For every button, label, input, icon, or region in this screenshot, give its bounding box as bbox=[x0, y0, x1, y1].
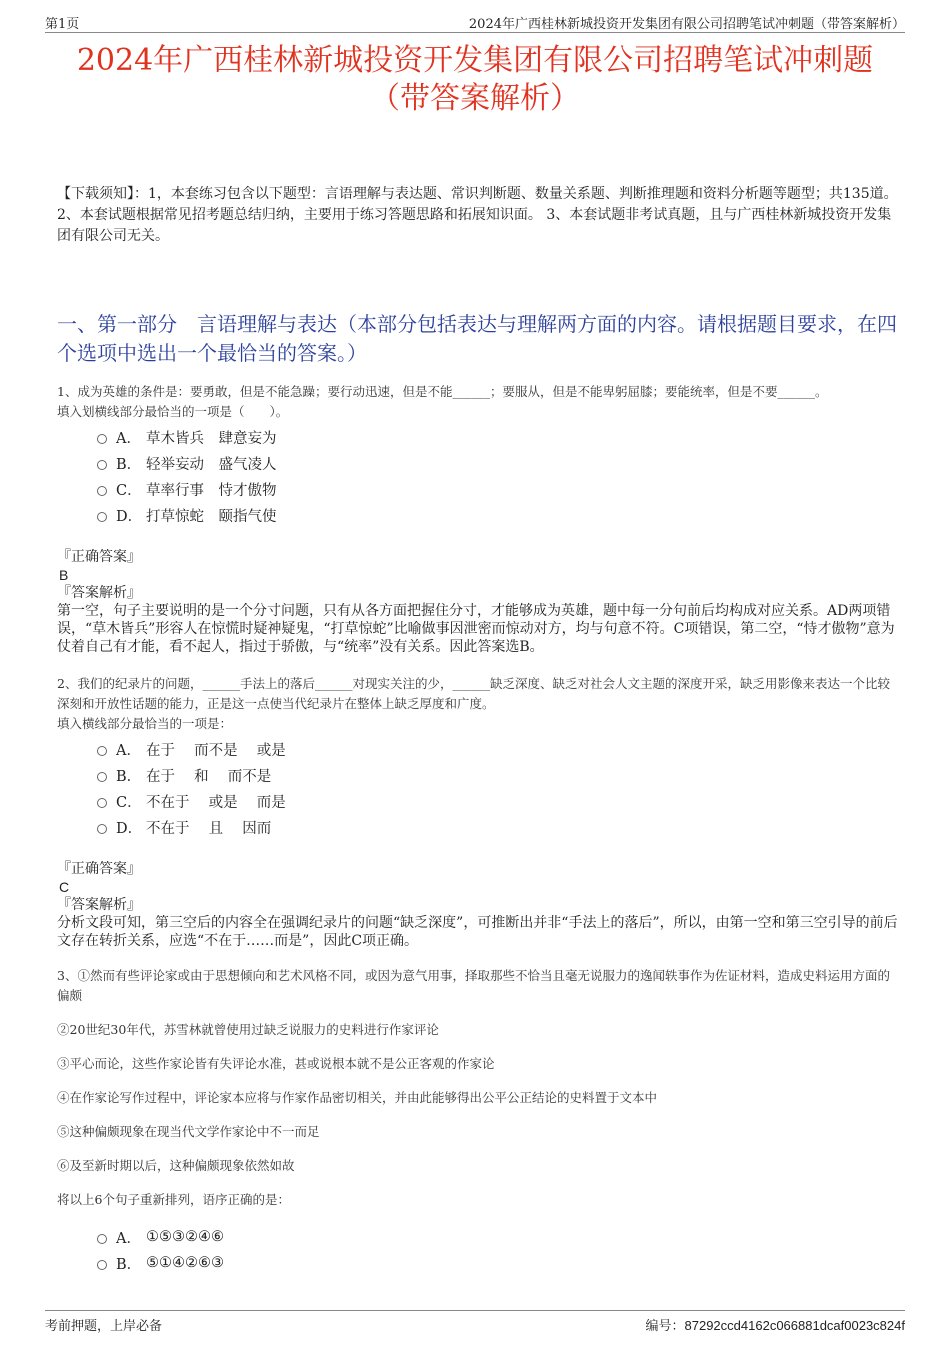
sentence-item: ④在作家论写作过程中，评论家本应将与作家作品密切相关，并由此能够得出公平公正结论的史料置于文本中 bbox=[57, 1090, 658, 1105]
radio-icon[interactable] bbox=[97, 746, 107, 756]
sentence-item: ⑥及至新时期以后，这种偏颇现象依然如故 bbox=[57, 1158, 295, 1173]
question-stem: 1、成为英雄的条件是：要勇敢，但是不能急躁；要行动迅速，但是不能______；要服从，但是不能卑躬屈膝；要能统率，但是不要______。 bbox=[57, 384, 828, 399]
option-a[interactable]: A． ①⑤③②④⑥ bbox=[97, 1224, 900, 1250]
question-prompt: 填入横线部分最恰当的一项是： bbox=[57, 716, 233, 731]
header-doc-title: 2024年广西桂林新城投资开发集团有限公司招聘笔试冲刺题（带答案解析） bbox=[468, 17, 905, 32]
radio-icon[interactable] bbox=[97, 824, 107, 834]
page-header bbox=[45, 10, 905, 33]
sentence-item: ③平心而论，这些作家论皆有失评论水准，甚或说根本就不是公正客观的作家论 bbox=[57, 1056, 495, 1071]
option-d[interactable]: D． 打草惊蛇 颐指气使 bbox=[97, 502, 900, 528]
question-3 bbox=[57, 966, 900, 1276]
sentence-item: ②20世纪30年代，苏雪林就曾使用过缺乏说服力的史料进行作家评论 bbox=[57, 1022, 439, 1037]
option-a[interactable]: A． 草木皆兵 肆意妄为 bbox=[97, 424, 900, 450]
option-d[interactable]: D． 不在于 且 因而 bbox=[97, 814, 900, 840]
option-b[interactable]: B． ⑤①④②⑥③ bbox=[97, 1250, 900, 1276]
code-label: 编号： bbox=[645, 1319, 685, 1334]
option-b[interactable]: B． 轻举妄动 盛气凌人 bbox=[97, 450, 900, 476]
option-c[interactable]: C． 不在于 或是 而是 bbox=[97, 788, 900, 814]
page-number: 第1页 bbox=[45, 17, 80, 32]
code-value: 87292ccd4162c066881dcaf0023c824f bbox=[684, 1318, 905, 1333]
section-title: 一、第一部分 言语理解与表达（本部分包括表达与理解两方面的内容。请根据题目要求，在四个选项中选出一个最恰当的答案。） bbox=[57, 312, 897, 365]
explain-label: 『答案解析』 bbox=[57, 585, 141, 601]
answer-block bbox=[57, 548, 900, 602]
answer-block bbox=[57, 860, 900, 914]
radio-icon[interactable] bbox=[97, 1260, 107, 1270]
answer-label: 『正确答案』 bbox=[57, 549, 141, 565]
answer-value: B bbox=[59, 567, 69, 583]
option-b[interactable]: B． 在于 和 而不是 bbox=[97, 762, 900, 788]
title-line-1: 2024年广西桂林新城投资开发集团有限公司招聘笔试冲刺题 bbox=[76, 43, 874, 78]
question-stem: 3、①然而有些评论家或由于思想倾向和艺术风格不同，或因为意气用事，择取那些不恰当且毫无说服力的逸闻轶事作为佐证材料，造成史料运用方面的偏颇 bbox=[57, 968, 890, 1003]
explanation: 第一空，句子主要说明的是一个分寸问题，只有从各方面把握住分寸，才能够成为英雄，题中每一分句前后均构成对应关系。AD两项错误，“草木皆兵”形容人在惊慌时疑神疑鬼，“打草惊蛇”比喻做事因泄密而惊动对方，均与句意不符。C项错误，第二空，“恃才傲物”意为仗着自己有才能，看不起人，指过于骄傲，与“统率”没有关系。因此答案选B。 bbox=[57, 603, 895, 655]
question-stem: 2、我们的纪录片的问题，______手法上的落后______对现实关注的少，______缺乏深度、缺乏对社会人文主题的深度开采，缺乏用影像来表达一个比较深刻和开放性话题的能力，正是这一点使当代纪录片在整体上缺乏厚度和广度。 bbox=[57, 676, 890, 711]
option-list bbox=[97, 1224, 900, 1276]
explain-label: 『答案解析』 bbox=[57, 897, 141, 913]
option-a[interactable]: A． 在于 而不是 或是 bbox=[97, 736, 900, 762]
title-line-2: （带答案解析） bbox=[370, 81, 580, 116]
radio-icon[interactable] bbox=[97, 434, 107, 444]
question-prompt: 将以上6个句子重新排列，语序正确的是： bbox=[57, 1192, 290, 1207]
option-list bbox=[97, 736, 900, 840]
footer-slogan: 考前押题，上岸必备 bbox=[45, 1319, 163, 1334]
option-list bbox=[97, 424, 900, 528]
answer-label: 『正确答案』 bbox=[57, 861, 141, 877]
answer-value: C bbox=[59, 879, 70, 895]
sentence-item: ⑤这种偏颇现象在现当代文学作家论中不一而足 bbox=[57, 1124, 320, 1139]
explanation: 分析文段可知，第三空后的内容全在强调纪录片的问题“缺乏深度”，可推断出并非“手法上的落后”，所以，由第一空和第三空引导的前后文存在转折关系，应选“不在于……而是”，因此C项正确。 bbox=[57, 915, 898, 949]
radio-icon[interactable] bbox=[97, 772, 107, 782]
radio-icon[interactable] bbox=[97, 1234, 107, 1244]
radio-icon[interactable] bbox=[97, 486, 107, 496]
question-2 bbox=[57, 674, 900, 950]
question-prompt: 填入划横线部分最恰当的一项是（ ）。 bbox=[57, 404, 289, 419]
radio-icon[interactable] bbox=[97, 798, 107, 808]
page-title bbox=[45, 42, 905, 118]
radio-icon[interactable] bbox=[97, 512, 107, 522]
question-1 bbox=[57, 382, 900, 656]
radio-icon[interactable] bbox=[97, 460, 107, 470]
page-footer bbox=[45, 1310, 905, 1333]
document-code bbox=[646, 1315, 906, 1334]
option-c[interactable]: C． 草率行事 恃才傲物 bbox=[97, 476, 900, 502]
download-notice: 【下载须知】：1，本套练习包含以下题型：言语理解与表达题、常识判断题、数量关系题、判断推理题和资料分析题等题型；共135道。 2、本套试题根据常见招考题总结归纳，主要用于练习答题思路和拓展知识面。 3、本套试题非考试真题，且与广西桂林新城投资开发集团有限公司无关。 bbox=[57, 186, 898, 244]
